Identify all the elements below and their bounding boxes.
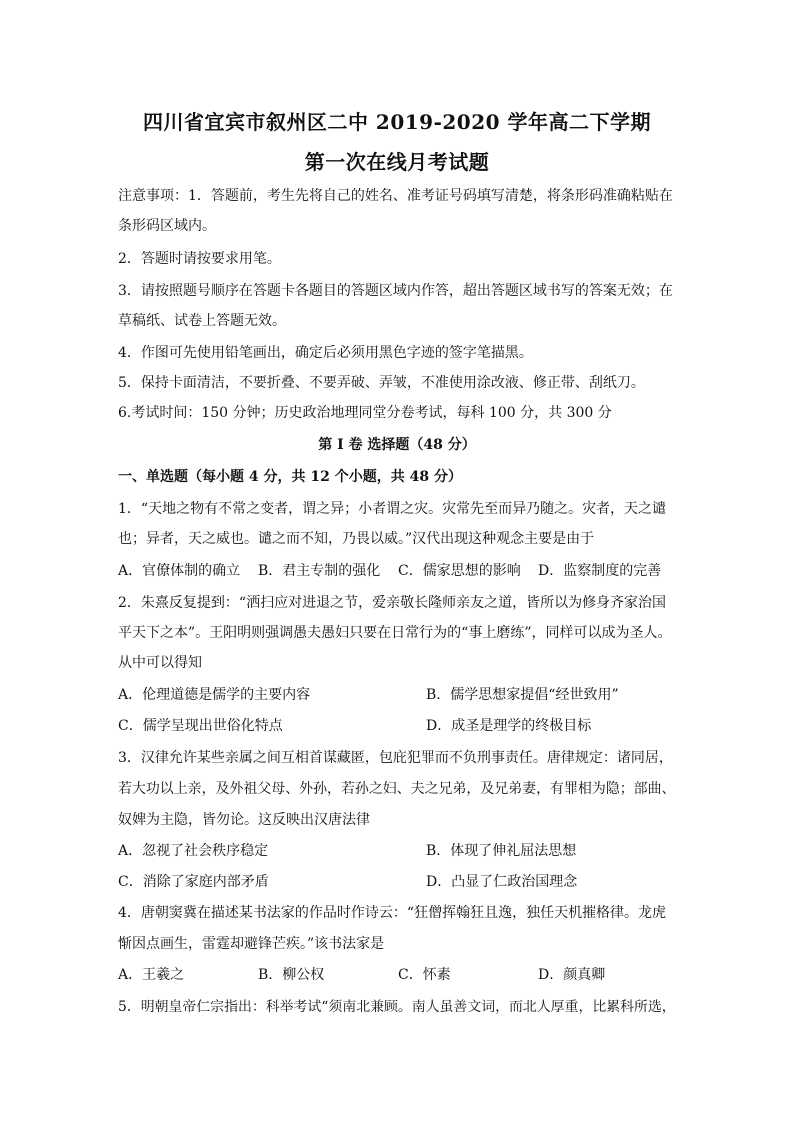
q3-option-d: D．凸显了仁政治国理念 — [426, 874, 578, 890]
q4-option-a: A．王羲之 — [118, 967, 185, 983]
q3-line-3: 奴婢为主隐，皆勿论。这反映出汉唐法律 — [118, 812, 370, 828]
q4-option-b: B．柳公权 — [258, 967, 325, 983]
q1-line-1: 1．“天地之物有不常之变者，谓之异；小者谓之灾。灾常先至而异乃随之。灾者，天之谴 — [118, 501, 667, 517]
q1-option-a: A．官僚体制的确立 — [118, 563, 241, 579]
q2-option-a: A．伦理道德是儒学的主要内容 — [118, 687, 311, 703]
notes-item-2: 2．答题时请按要求用笔。 — [118, 251, 281, 267]
q2-line-1: 2．朱熹反复提到：“洒扫应对进退之节，爱亲敬长隆师亲友之道，皆所以为修身齐家治国 — [118, 595, 667, 611]
q2-option-d: D．成圣是理学的终极目标 — [426, 718, 592, 734]
notes-item-4: 4．作图可先使用铅笔画出，确定后必须用黑色字迹的签字笔描黑。 — [118, 345, 533, 361]
q2-line-2: 平天下之本”。王阳明则强调愚夫愚妇只要在日常行为的“事上磨练”，同样可以成为圣人。 — [118, 625, 672, 641]
q3-option-b: B．体现了伸礼屈法思想 — [426, 843, 577, 859]
q4-option-c: C．怀素 — [398, 967, 451, 983]
q3-option-c: C．消除了家庭内部矛盾 — [118, 874, 269, 890]
notes-line-1: 注意事项：1．答题前，考生先将自己的姓名、准考证号码填写清楚，将条形码准确粘贴在 — [118, 188, 673, 204]
q1-line-2: 也；异者，天之威也。谴之而不知，乃畏以威。”汉代出现这种观念主要是由于 — [118, 531, 595, 547]
q2-line-3: 从中可以得知 — [118, 655, 202, 671]
notes-line-2: 条形码区域内。 — [118, 218, 216, 234]
notes-item-3a: 3．请按照题号顺序在答题卡各题目的答题区域内作答，超出答题区域书写的答案无效；在 — [118, 283, 673, 299]
notes-item-6: 6.考试时间：150 分钟；历史政治地理同堂分卷考试，每科 100 分，共 300 分 — [118, 405, 612, 421]
section-heading: 一、单选题（每小题 4 分，共 12 个小题，共 48 分） — [118, 469, 462, 485]
q1-option-d: D．监察制度的完善 — [538, 563, 662, 579]
q3-line-1: 3．汉律允许某些亲属之间互相首谋藏匿，包庇犯罪而不负刑事责任。唐律规定：诸同居， — [118, 750, 673, 766]
volume-heading: 第 I 卷 选择题（48 分） — [318, 437, 476, 453]
q4-line-1: 4．唐朝窦冀在描述某书法家的作品时作诗云：“狂僧挥翰狂且逸，独任天机摧格律。龙虎 — [118, 905, 667, 921]
q3-line-2: 若大功以上亲，及外祖父母、外孙，若孙之妇、夫之兄弟，及兄弟妻，有罪相为隐；部曲、 — [118, 781, 676, 797]
exam-title-line2: 第一次在线月考试题 — [304, 150, 490, 174]
q4-line-2: 惭因点画生，雷霆却避锋芒疾。”该书法家是 — [118, 936, 385, 952]
q1-option-c: C．儒家思想的影响 — [398, 563, 521, 579]
q3-option-a: A．忽视了社会秩序稳定 — [118, 843, 269, 859]
q1-option-b: B．君主专制的强化 — [258, 563, 381, 579]
q2-option-b: B．儒学思想家提倡“经世致用” — [426, 687, 619, 703]
q4-option-d: D．颜真卿 — [538, 967, 606, 983]
q2-option-c: C．儒学呈现出世俗化特点 — [118, 718, 283, 734]
notes-item-3b: 草稿纸、试卷上答题无效。 — [118, 313, 286, 329]
q5-line-1: 5．明朝皇帝仁宗指出：科举考试“须南北兼顾。南人虽善文词，而北人厚重，比累科所选， — [118, 999, 676, 1015]
exam-title-line1: 四川省宜宾市叙州区二中 2019-2020 学年高二下学期 — [142, 110, 652, 134]
notes-item-5: 5．保持卡面清洁，不要折叠、不要弄破、弄皱，不准使用涂改液、修正带、刮纸刀。 — [118, 375, 645, 391]
